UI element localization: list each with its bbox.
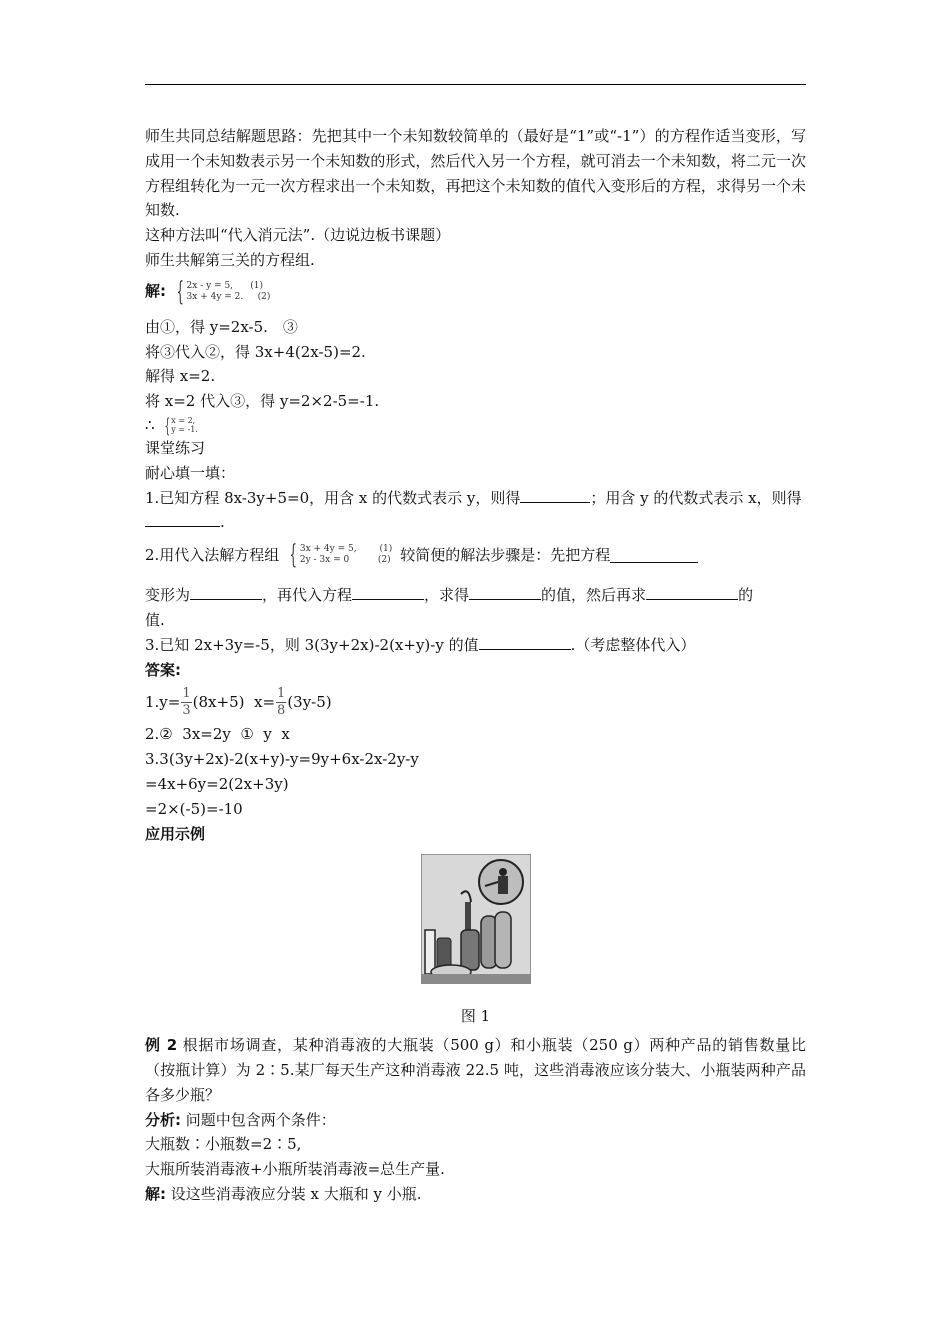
question-2-end: 值.: [145, 610, 165, 629]
answer-blank[interactable]: [469, 585, 541, 600]
system-eq-row: 2y - 3x = 0 (2): [299, 555, 391, 566]
answer-blank[interactable]: [610, 548, 698, 563]
answer-1: 1.y= $\frac{1}{3}$ (8x+5) x= $\frac{1}{8}$ (3y-5): [145, 685, 332, 718]
therefore-symbol: ∴: [145, 415, 155, 434]
solution-2-line: 解: 设这些消毒液应分装 x 大瓶和 y 小瓶.: [145, 1184, 422, 1203]
example-label: 例 2: [145, 1036, 178, 1055]
fraction-one-third: $\frac{1}{3}$: [182, 685, 191, 718]
application-title: 应用示例: [145, 824, 206, 843]
system-eq-row: 3x + 4y = 2. (2): [186, 291, 271, 302]
question-2: 2.用代入法解方程组 { 3x + 4y = 5, (1) 2y - 3x = 0 (2) 较简便的解法步骤是：先把方程: [145, 537, 806, 573]
result-row: x = 2,: [171, 415, 196, 425]
solution-label: 解:: [145, 282, 166, 301]
solution-system-line: [145, 273, 806, 311]
practice-title: 课堂练习: [145, 438, 206, 457]
answer-3-line: 3.3(3y+2x)-2(x+y)-y=9y+6x-2x-2y-y: [145, 750, 419, 769]
solution-step: 解得 x=2.: [145, 367, 216, 386]
equation-system-1: [172, 276, 271, 307]
answer-blank[interactable]: [520, 488, 590, 503]
condition-1: 大瓶数∶小瓶数=2∶5,: [145, 1135, 302, 1154]
answer-3-line: =2×(-5)=-10: [145, 799, 243, 818]
condition-2: 大瓶所装消毒液+小瓶所装消毒液=总生产量.: [145, 1160, 445, 1179]
summary-paragraph: 师生共同总结解题思路：先把其中一个未知数较简单的（最好是“1”或“-1”）的方程作适当变形，写成用一个未知数表示另一个未知数的形式，然后代入另一个方程，就可消去一个未知数，将二元一次方程组转化为一元一次方程求出一个未知数，再把这个未知数的值代入变形后的方程，求得另一个未知数.: [145, 127, 806, 220]
answer-2: 2.② 3x=2y ① y x: [145, 725, 290, 744]
question-1-cont: .: [145, 510, 806, 535]
answer-blank[interactable]: [352, 585, 424, 600]
fraction-one-eighth: $\frac{1}{8}$: [277, 685, 286, 718]
answers-label: 答案:: [145, 660, 181, 679]
solution-step: 将 x=2 代入③，得 y=2×2-5=-1.: [145, 392, 380, 411]
answer-blank[interactable]: [145, 512, 220, 527]
practice-subtitle: 耐心填一填：: [145, 463, 236, 482]
disinfectant-illustration: [421, 854, 531, 984]
answer-blank[interactable]: [190, 585, 262, 600]
question-1: 1.已知方程 8x-3y+5=0，用含 x 的代数式表示 y，则得 ；用含 y 的代数式表示 x，则得: [145, 488, 802, 507]
answer-blank[interactable]: [646, 585, 738, 600]
figure-caption: 图 1: [460, 1007, 491, 1026]
header-rule: [145, 84, 806, 85]
result-row: y = -1.: [171, 424, 198, 434]
analysis-line: 分析: 问题中包含两个条件：: [145, 1110, 336, 1129]
answer-blank[interactable]: [479, 635, 571, 650]
solution-2-label: 解:: [145, 1184, 166, 1203]
question-3: 3.已知 2x+3y=-5，则 3(3y+2x)-2(x+y)-y 的值 .（考虑整体代入）: [145, 635, 696, 654]
solution-step: 将③代入②，得 3x+4(2x-5)=2.: [145, 342, 366, 361]
solve-third-line: 师生共解第三关的方程组.: [145, 250, 315, 269]
question-2-cont: 变形为 ，再代入方程 ，求得 的值，然后再求 的: [145, 586, 754, 605]
method-name-line: 这种方法叫“代入消元法”.（边说边板书课题）: [145, 226, 451, 245]
equation-system-2: { 3x + 4y = 5, (1) 2y - 3x = 0 (2): [289, 540, 393, 571]
document-body: [145, 124, 806, 1207]
analysis-label: 分析:: [145, 1110, 181, 1129]
brace-symbol: {: [176, 276, 184, 307]
system-eq-row: 2x - y = 5, (1): [186, 280, 263, 291]
example-2: 例 2 根据市场调查，某种消毒液的大瓶装（500 g）和小瓶装（250 g）两种产品的销售数量比（按瓶计算）为 2∶5.某厂每天生产这种消毒液 22.5 吨，这些消毒液应该分装大、小瓶装两种产品各多少瓶？: [145, 1036, 806, 1104]
system-eq-row: 3x + 4y = 5, (1): [299, 544, 393, 555]
solution-step: 由①，得 y=2x-5. ③: [145, 317, 298, 336]
therefore-line: [145, 414, 806, 436]
result-system: { x = 2, y = -1.: [164, 412, 198, 437]
answer-3-line: =4x+6y=2(2x+3y): [145, 774, 289, 793]
